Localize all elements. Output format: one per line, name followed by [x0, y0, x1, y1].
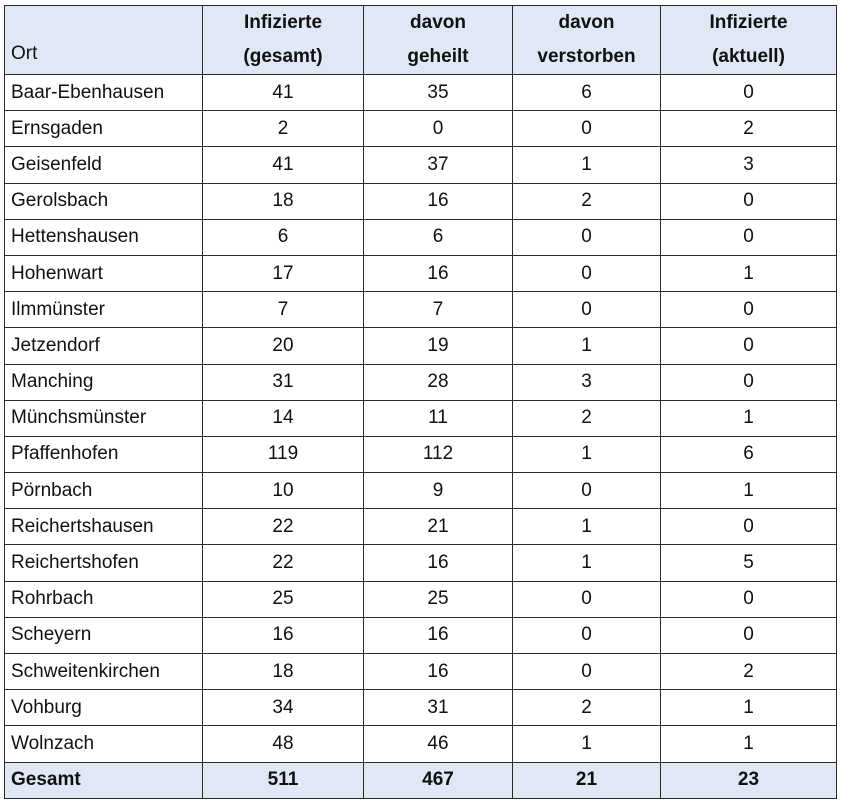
total-row: [5, 762, 837, 798]
row-verstorben: 2: [513, 690, 661, 726]
row-infizierte-aktuell: 1: [661, 473, 837, 509]
total-geheilt: 467: [364, 762, 513, 798]
row-geheilt: 7: [364, 292, 513, 328]
row-ort: Schweitenkirchen: [5, 654, 203, 690]
row-infizierte-aktuell: 6: [661, 436, 837, 472]
row-ort: Geisenfeld: [5, 147, 203, 183]
row-infizierte-aktuell: 1: [661, 690, 837, 726]
header-ort: Ort: [5, 6, 203, 75]
row-infizierte-aktuell: 0: [661, 183, 837, 219]
table-row: [5, 581, 837, 617]
row-infizierte-gesamt: 31: [203, 364, 364, 400]
row-geheilt: 35: [364, 75, 513, 111]
row-infizierte-aktuell: 0: [661, 292, 837, 328]
row-infizierte-aktuell: 1: [661, 400, 837, 436]
row-ort: Münchsmünster: [5, 400, 203, 436]
header-davon-geheilt: davon geheilt: [364, 6, 513, 75]
row-verstorben: 6: [513, 75, 661, 111]
row-verstorben: 0: [513, 255, 661, 291]
row-verstorben: 3: [513, 364, 661, 400]
row-infizierte-aktuell: 0: [661, 75, 837, 111]
header-row: [5, 6, 837, 75]
row-ort: Vohburg: [5, 690, 203, 726]
table-row: [5, 509, 837, 545]
table-row: [5, 219, 837, 255]
row-infizierte-gesamt: 25: [203, 581, 364, 617]
row-ort: Manching: [5, 364, 203, 400]
table-row: [5, 183, 837, 219]
row-infizierte-gesamt: 18: [203, 654, 364, 690]
table-row: [5, 111, 837, 147]
header-infizierte-gesamt: Infizierte (gesamt): [203, 6, 364, 75]
row-infizierte-gesamt: 10: [203, 473, 364, 509]
row-verstorben: 2: [513, 400, 661, 436]
infection-table: [4, 5, 837, 799]
row-infizierte-aktuell: 3: [661, 147, 837, 183]
row-geheilt: 16: [364, 545, 513, 581]
row-infizierte-aktuell: 0: [661, 509, 837, 545]
row-verstorben: 0: [513, 111, 661, 147]
row-infizierte-gesamt: 2: [203, 111, 364, 147]
row-ort: Hettenshausen: [5, 219, 203, 255]
row-infizierte-aktuell: 0: [661, 581, 837, 617]
row-geheilt: 46: [364, 726, 513, 762]
row-infizierte-gesamt: 14: [203, 400, 364, 436]
row-geheilt: 16: [364, 654, 513, 690]
row-verstorben: 1: [513, 328, 661, 364]
row-ort: Jetzendorf: [5, 328, 203, 364]
row-geheilt: 16: [364, 183, 513, 219]
row-ort: Hohenwart: [5, 255, 203, 291]
row-ort: Baar-Ebenhausen: [5, 75, 203, 111]
row-infizierte-gesamt: 20: [203, 328, 364, 364]
row-infizierte-aktuell: 0: [661, 617, 837, 653]
row-verstorben: 2: [513, 183, 661, 219]
row-geheilt: 37: [364, 147, 513, 183]
row-infizierte-gesamt: 41: [203, 75, 364, 111]
total-infizierte-gesamt: 511: [203, 762, 364, 798]
row-verstorben: 0: [513, 292, 661, 328]
row-geheilt: 9: [364, 473, 513, 509]
row-ort: Scheyern: [5, 617, 203, 653]
row-infizierte-gesamt: 18: [203, 183, 364, 219]
row-infizierte-aktuell: 0: [661, 219, 837, 255]
row-infizierte-aktuell: 2: [661, 654, 837, 690]
row-infizierte-gesamt: 34: [203, 690, 364, 726]
row-ort: Pörnbach: [5, 473, 203, 509]
table-row: [5, 364, 837, 400]
row-ort: Ernsgaden: [5, 111, 203, 147]
row-verstorben: 1: [513, 436, 661, 472]
row-infizierte-gesamt: 7: [203, 292, 364, 328]
row-verstorben: 0: [513, 219, 661, 255]
table-row: [5, 147, 837, 183]
table-row: [5, 545, 837, 581]
row-ort: Pfaffenhofen: [5, 436, 203, 472]
row-ort: Rohrbach: [5, 581, 203, 617]
row-infizierte-gesamt: 16: [203, 617, 364, 653]
header-davon-verstorben: davon verstorben: [513, 6, 661, 75]
row-geheilt: 31: [364, 690, 513, 726]
row-geheilt: 25: [364, 581, 513, 617]
row-infizierte-aktuell: 2: [661, 111, 837, 147]
table-row: [5, 726, 837, 762]
row-verstorben: 0: [513, 473, 661, 509]
row-infizierte-aktuell: 0: [661, 364, 837, 400]
row-infizierte-gesamt: 41: [203, 147, 364, 183]
table-row: [5, 473, 837, 509]
table-row: [5, 400, 837, 436]
row-infizierte-gesamt: 6: [203, 219, 364, 255]
total-label: Gesamt: [5, 762, 203, 798]
row-infizierte-gesamt: 119: [203, 436, 364, 472]
table-row: [5, 75, 837, 111]
row-geheilt: 28: [364, 364, 513, 400]
row-geheilt: 16: [364, 617, 513, 653]
table-row: [5, 690, 837, 726]
row-infizierte-gesamt: 22: [203, 509, 364, 545]
row-geheilt: 11: [364, 400, 513, 436]
row-ort: Reichertshofen: [5, 545, 203, 581]
row-geheilt: 21: [364, 509, 513, 545]
row-verstorben: 1: [513, 726, 661, 762]
table-row: [5, 654, 837, 690]
row-verstorben: 0: [513, 654, 661, 690]
row-geheilt: 19: [364, 328, 513, 364]
row-verstorben: 1: [513, 509, 661, 545]
table-row: [5, 436, 837, 472]
row-infizierte-gesamt: 17: [203, 255, 364, 291]
row-infizierte-gesamt: 22: [203, 545, 364, 581]
row-infizierte-aktuell: 1: [661, 726, 837, 762]
total-verstorben: 21: [513, 762, 661, 798]
row-infizierte-aktuell: 5: [661, 545, 837, 581]
row-ort: Wolnzach: [5, 726, 203, 762]
row-infizierte-aktuell: 1: [661, 255, 837, 291]
row-infizierte-aktuell: 0: [661, 328, 837, 364]
row-verstorben: 1: [513, 147, 661, 183]
row-infizierte-gesamt: 48: [203, 726, 364, 762]
total-infizierte-aktuell: 23: [661, 762, 837, 798]
row-geheilt: 6: [364, 219, 513, 255]
row-verstorben: 0: [513, 617, 661, 653]
table-body: [5, 75, 837, 763]
row-verstorben: 0: [513, 581, 661, 617]
table-row: [5, 255, 837, 291]
row-ort: Reichertshausen: [5, 509, 203, 545]
row-geheilt: 112: [364, 436, 513, 472]
table-row: [5, 292, 837, 328]
row-geheilt: 0: [364, 111, 513, 147]
row-ort: Ilmmünster: [5, 292, 203, 328]
table-row: [5, 617, 837, 653]
header-infizierte-aktuell: Infizierte (aktuell): [661, 6, 837, 75]
table-row: [5, 328, 837, 364]
row-geheilt: 16: [364, 255, 513, 291]
row-ort: Gerolsbach: [5, 183, 203, 219]
row-verstorben: 1: [513, 545, 661, 581]
